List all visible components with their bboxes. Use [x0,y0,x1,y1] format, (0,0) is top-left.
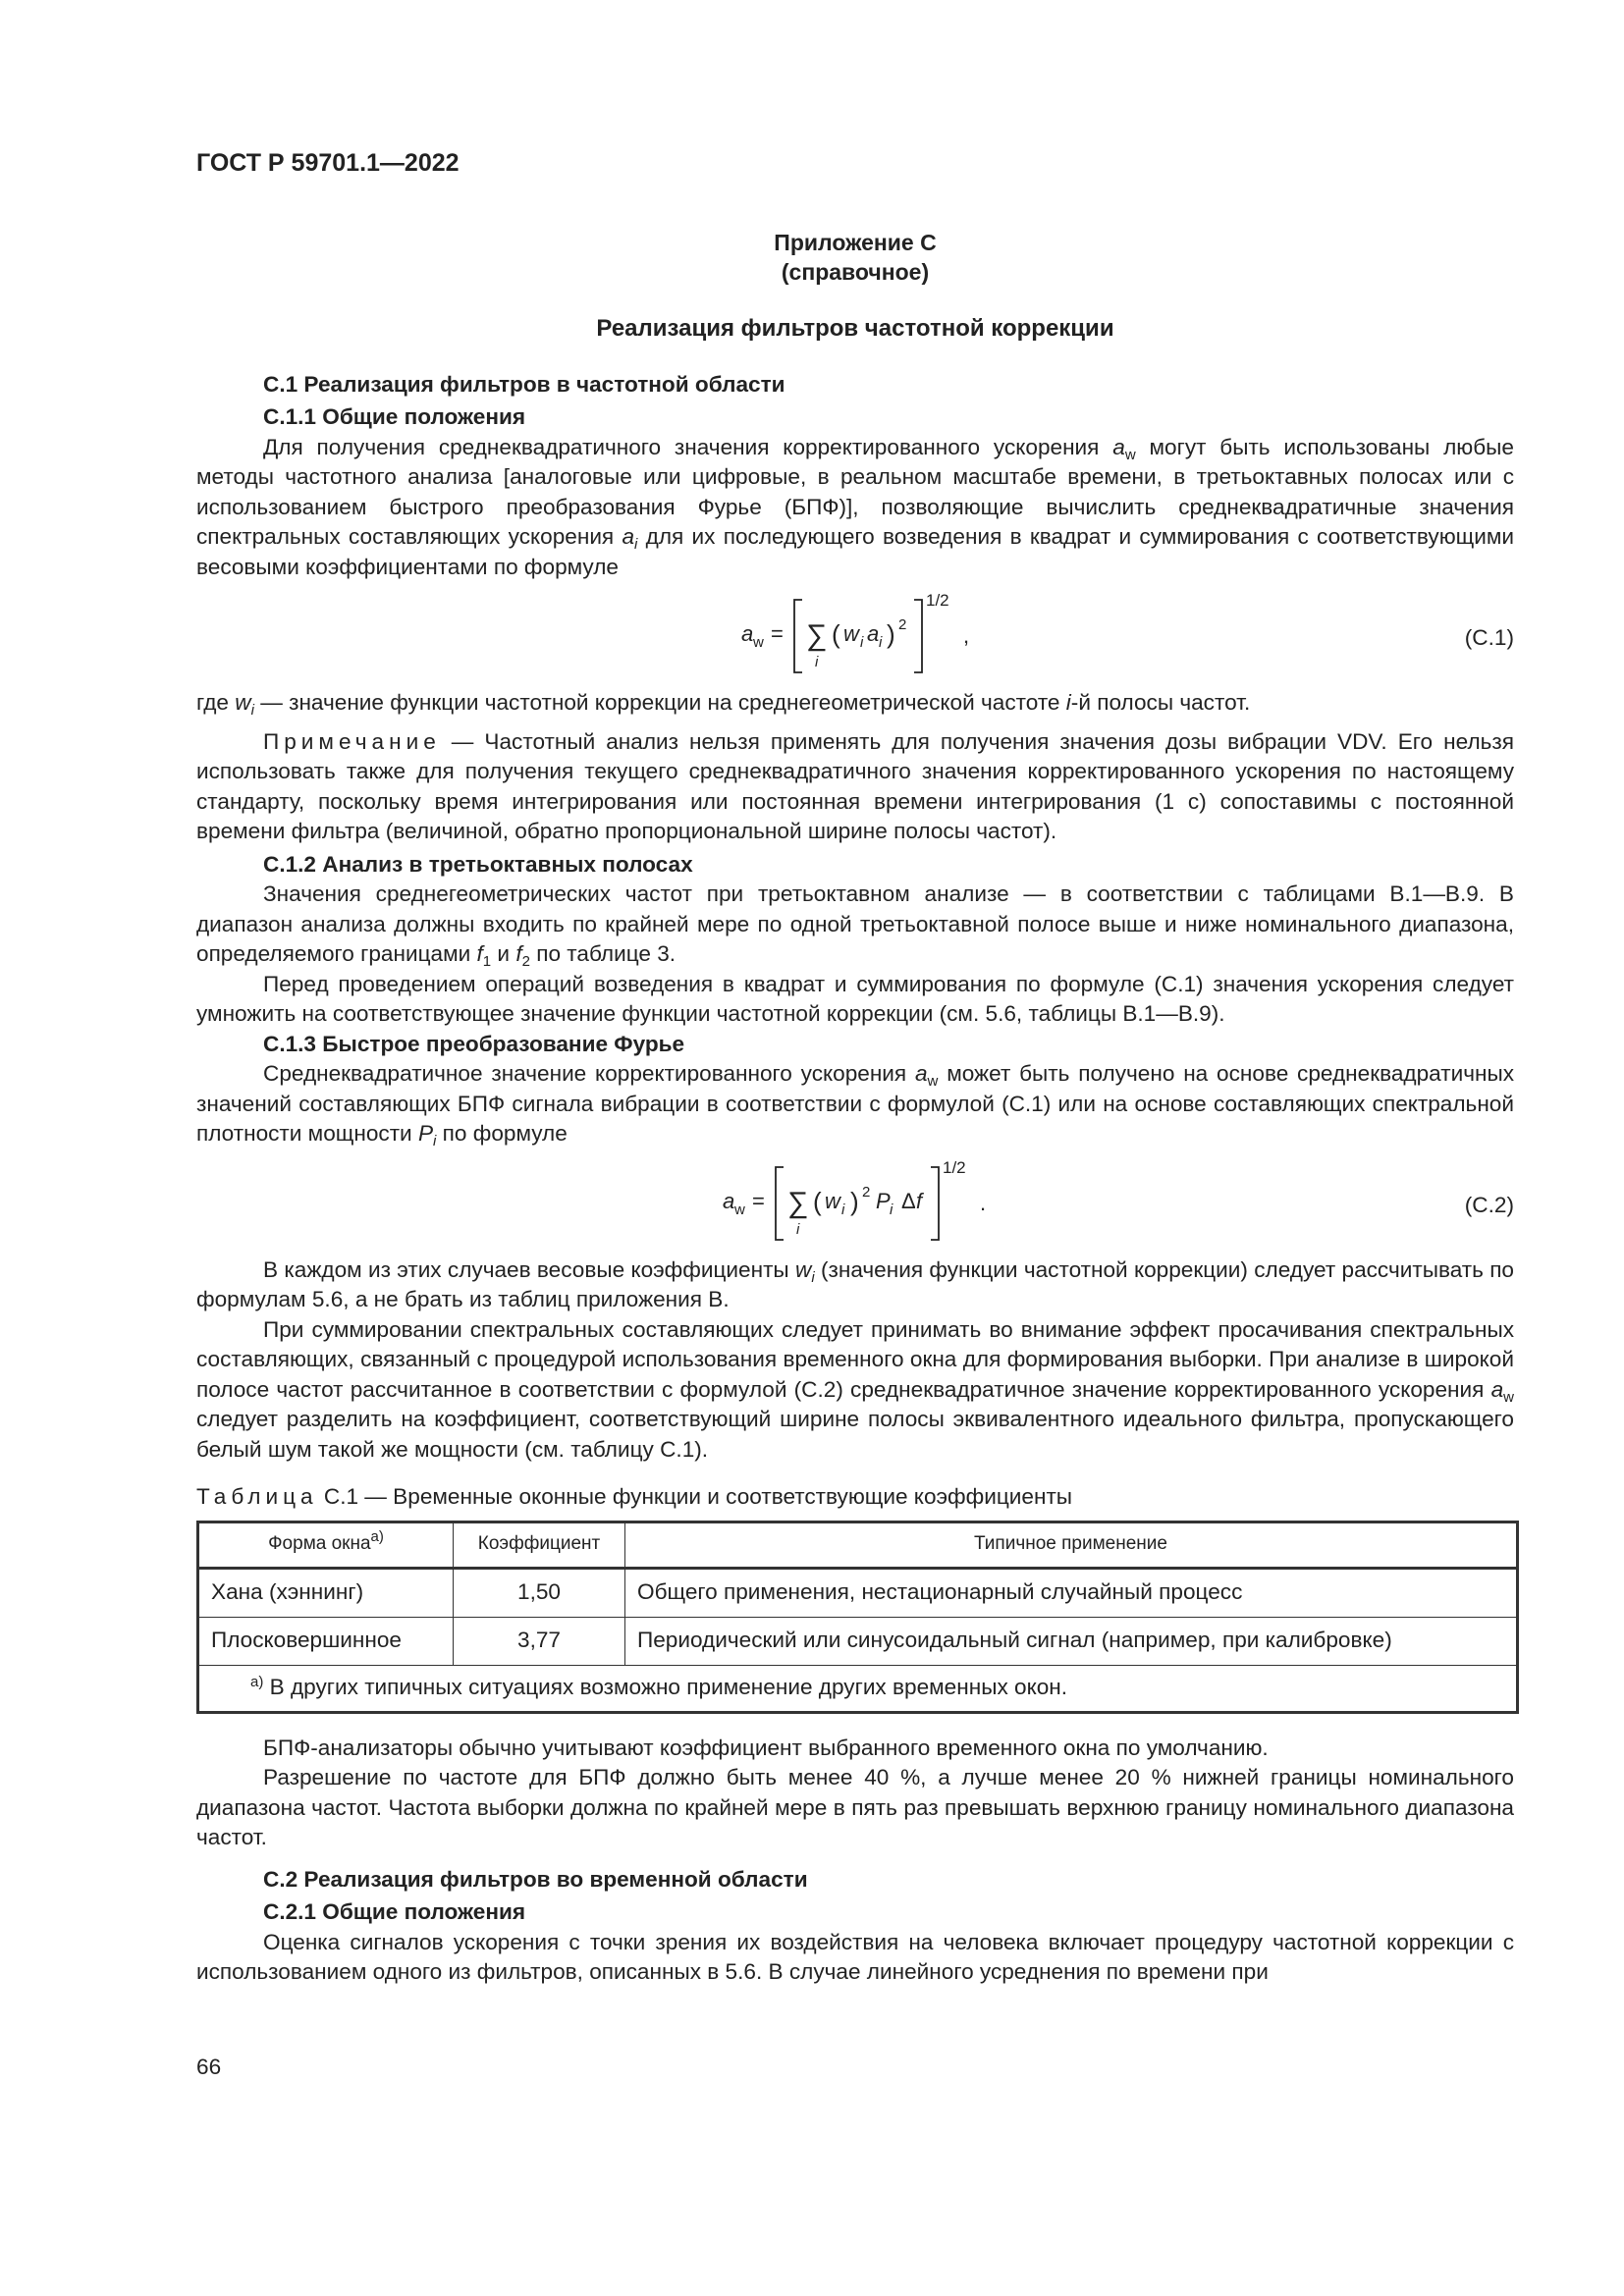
svg-text:∑: ∑ [787,1186,809,1219]
svg-text:Δ: Δ [901,1188,916,1213]
table-caption-label: Таблица [196,1484,318,1509]
formula-c1-graphic [741,586,997,684]
svg-text:a: a [723,1188,735,1213]
table-footnote-row [198,1665,1518,1712]
svg-text:(: ( [832,619,840,649]
section-c1-heading: С.1 Реализация фильтров в частотной области [263,371,785,397]
svg-text:1/2: 1/2 [926,591,949,610]
svg-text:,: , [963,623,970,648]
svg-text:=: = [752,1188,765,1213]
table-row [198,1568,1518,1617]
paragraph-after-table-2: Разрешение по частоте для БПФ должно быть менее 40 %, а лучше менее 20 % нижней границы номинального диапазона частот. Частота выборки должна по крайней мере в пять раз превышать верхнюю границу номинального диапазона частот. [196,1765,1514,1849]
equation-number-c1: (С.1) [1464,625,1514,650]
formula-c2 [196,1153,1514,1252]
appendix-label: Приложение С [774,230,937,255]
table-cell: Плосковершинное [198,1617,454,1665]
paragraph-c21-1: Оценка сигналов ускорения с точки зрения их воздействия на человека включает процедуру частотной коррекции с использованием одного из фильтров, описанных в 5.6. В случае линейного усреднения по времени при [196,1929,1514,1984]
svg-text:w: w [734,1201,745,1218]
note-c11: Примечание — Частотный анализ нельзя применять для получения значения дозы вибрации VDV. Его нельзя использовать также для получения текущего среднеквадратичного значения корректированного ускорения по настоящему стандарту, поскольку время интегрирования или постоянная времени интегрирования (1 с) сопоставимы с постоянной времени фильтра (величиной, обратно пропорциональной ширине полосы частот). [196,728,1514,843]
paragraph-c13-1: Среднеквадратичное значение корректированного ускорения $a_w$ может быть получено на основе среднеквадратичных значений составляющих БПФ сигнала вибрации в соответствии с формулой (С.1) или на основе составляющих спектральной плотности мощности $P_i$ по формуле [196,1061,1514,1149]
paragraph-c13-2: В каждом из этих случаев весовые коэффициенты $w_i$ (значения функции частотной коррекции) следует рассчитывать по формулам 5.6, а не брать из таблиц приложения В. [196,1256,1514,1311]
paragraph-c13-3: При суммировании спектральных составляющих следует принимать во внимание эффект просачивания спектральных составляющих, связанный с процедурой использования временного окна для формирования выборки. При анализе в широкой полосе частот рассчитанное в соответствии с формулой (С.2) среднеквадратичное значение корректированного ускорения $a_w$ следует разделить на коэффициент, соответствующий ширине полосы эквивалентного идеального фильтра, пропускающего белый шум такой же мощности (см. таблицу С.1). [196,1316,1514,1462]
table-row [198,1617,1518,1665]
table-cell: Общего применения, нестационарный случайный процесс [625,1568,1518,1617]
svg-text:f: f [916,1188,923,1213]
svg-text:i: i [841,1201,845,1218]
section-c13-heading: С.1.3 Быстрое преобразование Фурье [263,1031,685,1056]
svg-text:w: w [825,1188,840,1213]
svg-text:.: . [980,1190,987,1215]
svg-text:i: i [860,634,864,651]
paragraph-c12-2: Перед проведением операций возведения в квадрат и суммирования по формуле (С.1) значения ускорения следует умножить на соответствующее значение функции частотной коррекции (см. 5.6, таблицы В.1—В.9). [196,971,1514,1026]
svg-text:): ) [887,619,895,649]
section-c12-heading: С.1.2 Анализ в третьоктавных полосах [263,851,693,877]
appendix-type: (справочное) [781,259,930,285]
svg-text:P: P [876,1188,891,1213]
table-header-row [198,1522,1518,1568]
equation-number-c2: (С.2) [1464,1192,1514,1217]
svg-text:i: i [879,634,883,651]
svg-text:=: = [771,621,784,646]
svg-text:a: a [867,621,880,646]
table-header-cell: Типичное применение [625,1522,1518,1568]
table-header-cell: Форма окна$^{а)}$ [198,1522,454,1568]
svg-text:): ) [850,1186,859,1216]
svg-text:w: w [843,621,859,646]
svg-text:i: i [815,654,819,670]
table-cell: 3,77 [454,1617,625,1665]
svg-text:i: i [890,1201,893,1218]
svg-text:a: a [741,621,754,646]
table-caption: Таблица С.1 — Временные оконные функции и соответствующие коэффициенты [196,1484,1073,1509]
svg-text:w: w [753,634,764,651]
formula-c2-graphic [723,1153,1017,1252]
paragraph-c12-1: Значения среднегеометрических частот при третьоктавном анализе — в соответствии с таблицами В.1—В.9. В диапазон анализа должны входить по крайней мере по одной третьоктавной полосе выше и ниже номинального диапазона, определяемого границами $f_1$ и $f_2$ по таблице 3. [196,881,1514,970]
appendix-title: Реализация фильтров частотной коррекции [596,315,1114,342]
table-header-cell: Коэффициент [454,1522,625,1568]
formula-c1-explanation: где $w_i$ — значение функции частотной коррекции на среднегеометрической частоте i-й полосы частот. [196,690,1251,719]
svg-text:(: ( [813,1186,822,1216]
paragraph-c11-1: Для получения среднеквадратичного значения корректированного ускорения $a_w$ могут быть использованы любые методы частотного анализа [аналоговые или цифровые, в реальном масштабе времени, в третьоктавных полосах или с использованием быстрого преобразования Фурье (БПФ)], позволяющие вычислить среднеквадратичные значения спектральных составляющих ускорения $a_i$ для их последующего возведения в квадрат и суммирования с соответствующими весовыми коэффициентами по формуле [196,434,1515,579]
page-number: 66 [196,2055,222,2079]
svg-text:1/2: 1/2 [943,1157,966,1177]
svg-text:∑: ∑ [806,619,828,652]
section-c2-heading: С.2 Реализация фильтров во временной области [263,1866,808,1892]
table-cell: Хана (хэннинг) [198,1568,454,1617]
standard-designation: ГОСТ Р 59701.1—2022 [196,149,460,177]
table-cell: 1,50 [454,1568,625,1617]
section-c11-heading: С.1.1 Общие положения [263,404,526,429]
formula-c1 [196,586,1514,684]
table-cell: Периодический или синусоидальный сигнал (например, при калибровке) [625,1617,1518,1665]
svg-text:i: i [796,1220,800,1238]
paragraph-after-table-1: БПФ-анализаторы обычно учитывают коэффициент выбранного временного окна по умолчанию. [263,1735,1269,1760]
section-c21-heading: С.2.1 Общие положения [263,1899,526,1924]
table-footnote: $^{а)}$ В других типичных ситуациях возможно применение других временных окон. [198,1665,1518,1712]
note-label: Примечание [263,728,441,754]
svg-text:2: 2 [862,1183,871,1201]
window-functions-table [196,1521,1519,1714]
page-content [196,228,1514,1988]
svg-text:2: 2 [898,616,907,633]
